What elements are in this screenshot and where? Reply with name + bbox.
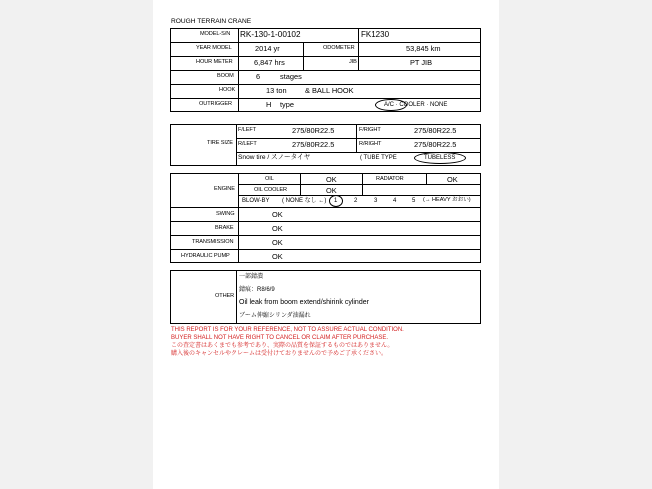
swing-value: OK	[272, 210, 283, 219]
rear-left-label: R/LEFT	[238, 141, 257, 147]
swing-label: SWING	[216, 211, 235, 217]
boom-label: BOOM	[217, 73, 234, 79]
blow-by-1: 1	[334, 198, 338, 204]
front-right-tire: 275/80R22.5	[414, 126, 457, 135]
rear-right-label: R/RIGHT	[359, 141, 382, 147]
blow-by-5: 5	[412, 198, 416, 204]
other-note-1: 一部錆潰	[239, 274, 264, 280]
other-label: OTHER	[215, 293, 235, 299]
oil-cooler-value: OK	[326, 186, 337, 195]
outrigger-label: OUTRIGGER	[199, 101, 232, 107]
radiator-label: RADIATOR	[376, 176, 404, 182]
boom-unit: stages	[280, 72, 302, 81]
tire-size-label: TIRE SIZE	[207, 140, 233, 146]
outrigger-options: A/C · COOLER · NONE	[384, 102, 448, 108]
blow-by-2: 2	[354, 198, 358, 204]
front-left-label: F/LEFT	[238, 127, 257, 133]
jib-value: PT JIB	[410, 58, 433, 67]
model-sn-label: MODEL-S/N	[200, 31, 231, 37]
odometer-value: 53,845 km	[406, 44, 441, 53]
blow-by-heavy: (→ HEAVY おおい)	[423, 197, 471, 203]
rear-left-tire: 275/80R22.5	[292, 140, 335, 149]
front-right-label: F/RIGHT	[359, 127, 381, 133]
year-value: 2014 yr	[255, 44, 280, 53]
oil-label: OIL	[265, 176, 274, 182]
hour-meter-label: HOUR METER	[196, 59, 233, 65]
model-code-value: FK1230	[361, 30, 390, 39]
rear-right-tire: 275/80R22.5	[414, 140, 457, 149]
outrigger-unit: type	[280, 100, 294, 109]
blow-by-4: 4	[393, 198, 397, 204]
model-sn-value: RK-130-1-00102	[240, 30, 301, 39]
hook-value: 13 ton	[266, 86, 287, 95]
transmission-value: OK	[272, 238, 283, 247]
jib-label: JIB	[349, 59, 357, 65]
report-title: ROUGH TERRAIN CRANE	[171, 18, 252, 25]
hydraulic-pump-value: OK	[272, 252, 283, 261]
oil-value: OK	[326, 175, 337, 184]
outrigger-value: H	[266, 100, 272, 109]
disclaimer-line-3: この査定書はあくまでも参考であり、実際の品質を保証するものではありません。	[171, 343, 394, 349]
blow-by-none: ( NONE なし ←)	[282, 198, 327, 204]
disclaimer-line-1: THIS REPORT IS FOR YOUR REFERENCE, NOT TO ASSURE ACTUAL CONDITION.	[171, 327, 404, 333]
radiator-value: OK	[447, 175, 458, 184]
hydraulic-pump-label: HYDRAULIC PUMP	[181, 253, 230, 259]
hook-label: HOOK	[219, 87, 236, 93]
front-left-tire: 275/80R22.5	[292, 126, 335, 135]
other-note-4: ブーム伸縮シリンダ油漏れ	[239, 313, 311, 319]
other-note-3: Oil leak from boom extend/shirink cylinder	[239, 299, 369, 306]
year-label: YEAR MODEL	[196, 45, 232, 51]
odometer-label: ODOMETER	[323, 45, 355, 51]
snow-tire-label: Snow tire / スノータイヤ	[238, 154, 311, 161]
hour-meter-value: 6,847 hrs	[254, 58, 285, 67]
hook-extra: & BALL HOOK	[305, 86, 354, 95]
oil-cooler-label: OIL COOLER	[254, 187, 287, 193]
blow-by-3: 3	[374, 198, 378, 204]
tubeless-label: TUBELESS	[424, 155, 456, 161]
boom-value: 6	[256, 72, 261, 81]
tube-type-label: ( TUBE TYPE	[360, 155, 397, 161]
disclaimer-line-4: 購入後のキャンセルやクレームは受付けておりませんので予めご了承ください。	[171, 351, 388, 357]
brake-value: OK	[272, 224, 283, 233]
transmission-label: TRANSMISSION	[192, 239, 234, 245]
brake-label: BRAKE	[215, 225, 234, 231]
other-note-2: 錆痕：R8/6/9	[239, 287, 275, 293]
disclaimer-line-2: BUYER SHALL NOT HAVE RIGHT TO CANCEL OR CLAIM AFTER PURCHASE.	[171, 335, 389, 341]
blow-by-label: BLOW-BY	[242, 198, 270, 204]
engine-label: ENGINE	[214, 186, 235, 192]
